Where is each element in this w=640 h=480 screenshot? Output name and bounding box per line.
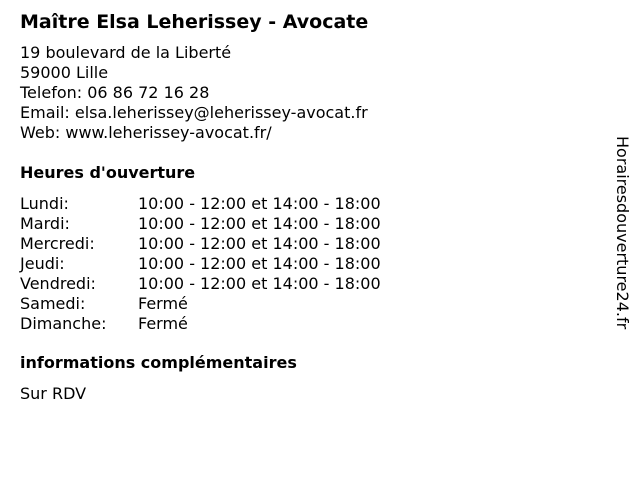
additional-info-text: Sur RDV xyxy=(20,384,87,403)
additional-info-heading: informations complémentaires xyxy=(20,353,297,372)
day-label: Mercredi: xyxy=(20,234,95,253)
contact-block xyxy=(20,43,368,143)
phone-line: Telefon: 06 86 72 16 28 xyxy=(20,83,210,102)
day-hours: 10:00 - 12:00 et 14:00 - 18:00 xyxy=(138,254,381,273)
day-hours: 10:00 - 12:00 et 14:00 - 18:00 xyxy=(138,214,381,233)
address-line: 19 boulevard de la Liberté xyxy=(20,43,232,62)
website-line: Web: www.leherissey-avocat.fr/ xyxy=(20,123,272,142)
day-hours: 10:00 - 12:00 et 14:00 - 18:00 xyxy=(138,274,381,293)
day-hours: 10:00 - 12:00 et 14:00 - 18:00 xyxy=(138,234,381,253)
day-label: Samedi: xyxy=(20,294,86,313)
opening-hours-heading: Heures d'ouverture xyxy=(20,163,196,182)
day-hours: Fermé xyxy=(138,294,188,313)
site-watermark: Horairesdouverture24.fr xyxy=(613,136,632,330)
day-label: Dimanche: xyxy=(20,314,107,333)
day-hours: 10:00 - 12:00 et 14:00 - 18:00 xyxy=(138,194,381,213)
day-label: Mardi: xyxy=(20,214,70,233)
email-line: Email: elsa.leherissey@leherissey-avocat.fr xyxy=(20,103,368,122)
day-label: Lundi: xyxy=(20,194,69,213)
postal-city-line: 59000 Lille xyxy=(20,63,109,82)
day-label: Vendredi: xyxy=(20,274,96,293)
day-hours: Fermé xyxy=(138,314,188,333)
day-label: Jeudi: xyxy=(20,254,65,273)
business-title: Maître Elsa Leherissey - Avocate xyxy=(20,11,369,33)
